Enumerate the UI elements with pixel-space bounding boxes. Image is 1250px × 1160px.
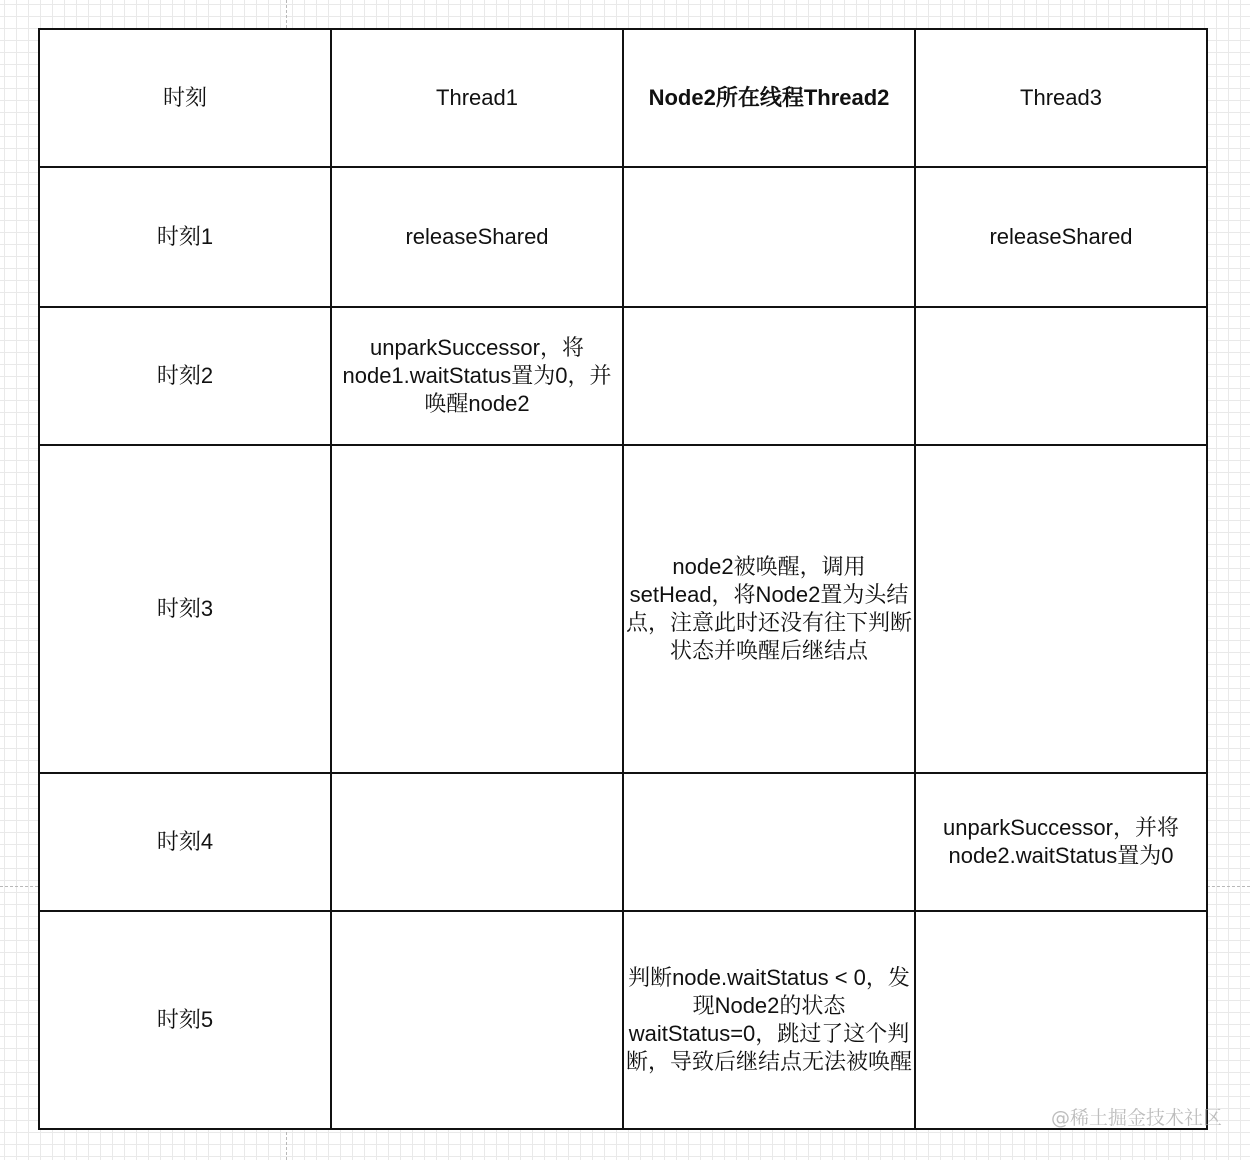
header-cell-time: 时刻 [39, 29, 331, 167]
table-row [39, 773, 1207, 911]
thread1-cell [331, 445, 623, 773]
timeline-table [38, 28, 1208, 1130]
thread2-cell: 判断node.waitStatus < 0，发现Node2的状态waitStatus=0，跳过了这个判断，导致后继结点无法被唤醒 [623, 911, 915, 1129]
thread3-cell [915, 307, 1207, 445]
table-row [39, 911, 1207, 1129]
table-row [39, 307, 1207, 445]
table-row [39, 167, 1207, 307]
thread2-cell [623, 167, 915, 307]
thread2-cell [623, 307, 915, 445]
time-cell: 时刻4 [39, 773, 331, 911]
table-row [39, 445, 1207, 773]
header-cell-thread1: Thread1 [331, 29, 623, 167]
thread3-cell [915, 911, 1207, 1129]
header-cell-thread2: Node2所在线程Thread2 [623, 29, 915, 167]
thread1-cell: unparkSuccessor，将node1.waitStatus置为0，并唤醒node2 [331, 307, 623, 445]
thread1-cell [331, 773, 623, 911]
thread2-cell [623, 773, 915, 911]
time-cell: 时刻5 [39, 911, 331, 1129]
time-cell: 时刻2 [39, 307, 331, 445]
time-cell: 时刻3 [39, 445, 331, 773]
time-cell: 时刻1 [39, 167, 331, 307]
header-cell-thread3: Thread3 [915, 29, 1207, 167]
header-row [39, 29, 1207, 167]
thread1-cell: releaseShared [331, 167, 623, 307]
thread1-cell [331, 911, 623, 1129]
thread3-cell: unparkSuccessor，并将node2.waitStatus置为0 [915, 773, 1207, 911]
thread3-cell [915, 445, 1207, 773]
thread2-cell: node2被唤醒，调用setHead，将Node2置为头结点，注意此时还没有往下判断状态并唤醒后继结点 [623, 445, 915, 773]
thread3-cell: releaseShared [915, 167, 1207, 307]
watermark-text: @稀土掘金技术社区 [1050, 1107, 1222, 1129]
